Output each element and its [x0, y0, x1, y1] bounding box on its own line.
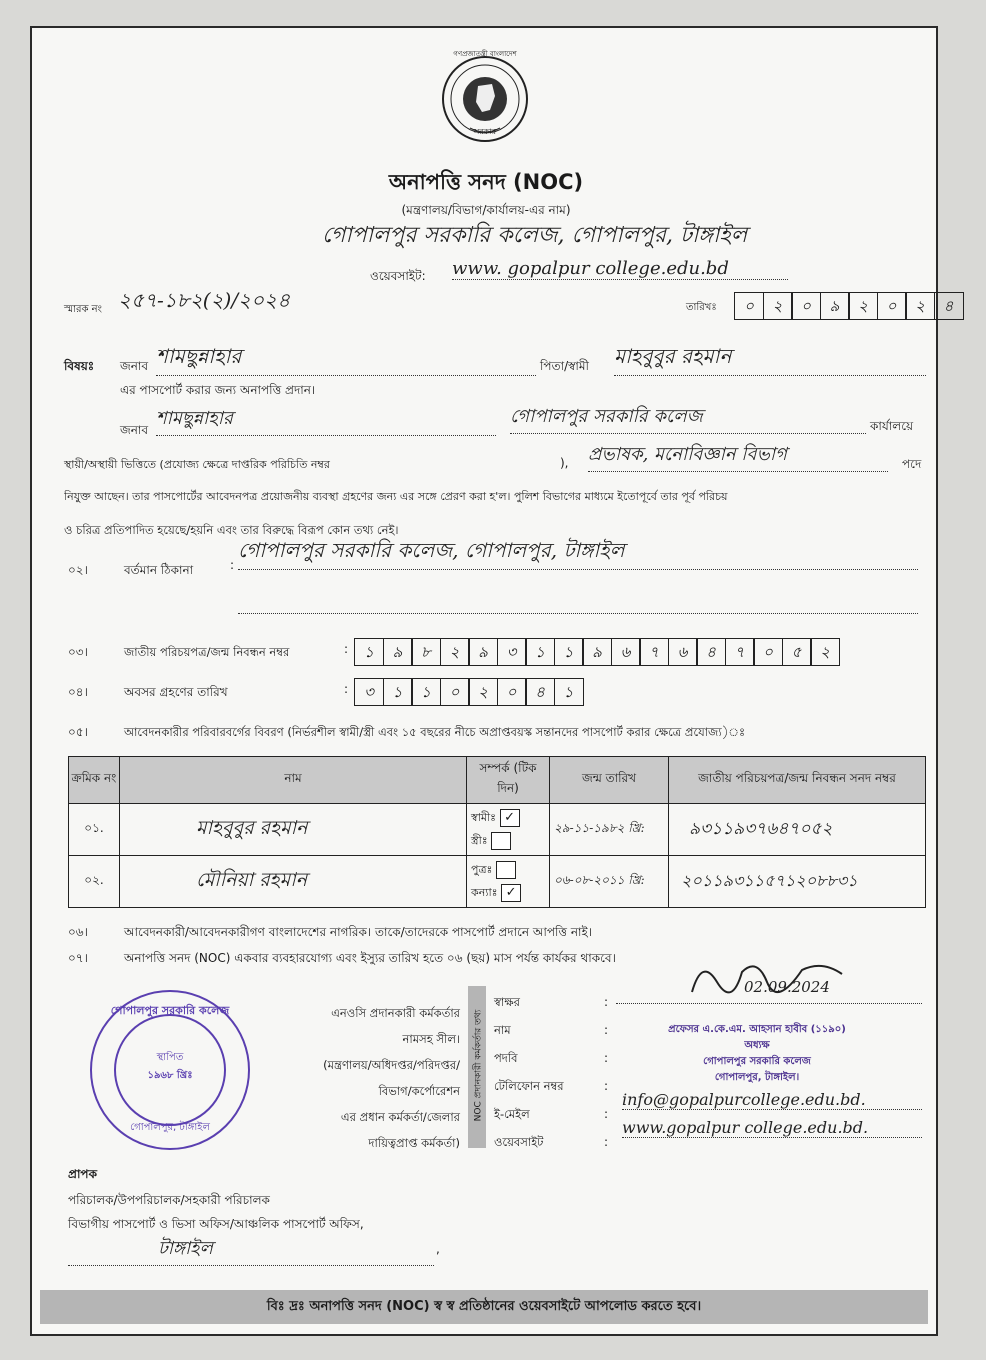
- website-value: www. gopalpur college.edu.bd: [452, 258, 788, 280]
- government-emblem: [440, 50, 530, 144]
- th-serial: ক্রমিক নং: [69, 757, 120, 804]
- table-row: [69, 856, 926, 908]
- father-name: মাহবুবুর রহমান: [614, 342, 926, 376]
- item5-num: ০৫।: [68, 725, 88, 739]
- digit-box: ১: [554, 638, 584, 666]
- colon: :: [604, 1107, 609, 1121]
- item2-num: ০২।: [68, 563, 88, 577]
- row-serial: ০১.: [69, 804, 120, 856]
- sig-fields: [494, 988, 564, 1156]
- family-table: [68, 756, 926, 908]
- website-label: ওয়েবসাইট:: [370, 269, 426, 283]
- digit-box: ১: [354, 638, 384, 666]
- digit-box: ০: [791, 292, 821, 320]
- sig-left-line: এর প্রধান কর্মকর্তা/জেলার: [340, 1110, 460, 1124]
- table-row: [69, 804, 926, 856]
- digit-box: ২: [763, 292, 793, 320]
- office-name: গোপালপুর সরকারি কলেজ, গোপালপুর, টাঙ্গাইল: [322, 223, 748, 248]
- digit-box: ২: [905, 292, 935, 320]
- digit-box: ৯: [582, 638, 612, 666]
- item7-num: ০৭।: [68, 951, 88, 965]
- digit-box: ২: [848, 292, 878, 320]
- footer-note: বিঃ দ্রঃ অনাপত্তি সনদ (NOC) স্ব স্ব প্রতিষ্ঠানের ওয়েবসাইটে আপলোড করতে হবে।: [40, 1290, 928, 1324]
- row-serial: ০২.: [69, 856, 120, 908]
- field-email-label: ই-মেইল: [494, 1107, 530, 1121]
- digit-box: ৯: [383, 638, 413, 666]
- colon: :: [604, 1023, 609, 1037]
- recipient-comma: ,: [436, 1242, 440, 1256]
- field-name-label: নাম: [494, 1023, 511, 1037]
- relation-1-checkbox[interactable]: [496, 861, 516, 879]
- colon: :: [604, 1051, 609, 1065]
- row-name: মৌনিয়া রহমান: [120, 856, 467, 908]
- vertical-label: NOC প্রদানকারী কর্মকর্তার তথ্য: [473, 1009, 484, 1122]
- subject-label: বিষয়ঃ: [64, 359, 95, 373]
- sig-left-line: দায়িত্বপ্রাপ্ত কর্মকর্তা): [368, 1136, 460, 1150]
- th-name: নাম: [120, 757, 467, 804]
- digit-box: ৯: [820, 292, 850, 320]
- digit-box: ৪: [934, 292, 964, 320]
- relation-1: [471, 809, 545, 828]
- subject-janab: জনাব: [120, 359, 149, 373]
- digit-box: ৬: [611, 638, 641, 666]
- digit-box: ৮: [411, 638, 441, 666]
- digit-box: ০: [497, 678, 527, 706]
- relation-2: [471, 884, 545, 903]
- item2-label: বর্তমান ঠিকানা: [124, 563, 194, 577]
- page-title: অনাপত্তি সনদ (NOC): [388, 170, 584, 194]
- item5-label: আবেদনকারীর পরিবারবর্গের বিবরণ (নির্ভরশীল স্বামী/স্ত্রী এবং ১৫ বছরের নীচে অপ্রাপ্তবয়স্ক সন্তানদের পাসপোর্ট করার ক্ষেত্রে প্রযোজ্য)ঃ: [124, 725, 746, 739]
- item3-label: জাতীয় পরিচয়পত্র/জন্ম নিবন্ধন নম্বর: [124, 645, 290, 659]
- relation-1-label: স্বামীঃ: [471, 810, 497, 824]
- recipient-place: টাঙ্গাইল: [68, 1234, 434, 1266]
- recipient-line2: বিভাগীয় পাসপোর্ট ও ভিসা অফিস/আঞ্চলিক পাসপোর্ট অফিস,: [68, 1217, 364, 1231]
- designation: প্রভাষক, মনোবিজ্ঞান বিভাগ: [588, 440, 888, 472]
- seal-bottom-text: গোপালপুর, টাঙ্গাইল: [130, 1122, 210, 1133]
- digit-box: ৪: [696, 638, 726, 666]
- designation-suffix: পদে: [902, 457, 922, 471]
- row-name: মাহবুবুর রহমান: [120, 804, 467, 856]
- relation-2-checkbox[interactable]: ✓: [501, 884, 521, 902]
- field-signature-label: স্বাক্ষর: [494, 995, 520, 1009]
- digit-box: ৩: [497, 638, 527, 666]
- digit-box: ৭: [725, 638, 755, 666]
- digit-box: ০: [753, 638, 783, 666]
- digit-box: ১: [554, 678, 584, 706]
- sig-left-line: এনওসি প্রদানকারী কর্মকর্তার: [331, 1006, 460, 1020]
- date-label: তারিখঃ: [686, 302, 717, 313]
- item4-num: ০৪।: [68, 685, 88, 699]
- digit-box: ২: [440, 638, 470, 666]
- email-value: info@gopalpurcollege.edu.bd.: [622, 1090, 922, 1110]
- sig-colons: [604, 988, 608, 1156]
- sig-left-line: বিভাগ/কর্পোরেশন: [378, 1084, 460, 1098]
- row-dob: ০৬-০৮-২০১১ খ্রি:: [550, 856, 669, 908]
- row-dob: ২৯-১১-১৯৮২ খ্রি:: [550, 804, 669, 856]
- digit-box: ০: [734, 292, 764, 320]
- noc-document: [30, 26, 954, 1336]
- body-office: গোপালপুর সরকারি কলেজ: [510, 402, 866, 434]
- relation-2-checkbox[interactable]: [491, 832, 511, 850]
- row-nid: ২০১১৯৩১১৫৭১২০৮৮৩১: [669, 856, 926, 908]
- digit-box: ৩: [354, 678, 384, 706]
- digit-box: ৯: [468, 638, 498, 666]
- row-nid: ৯৩১১৯৩৭৬৪৭০৫২: [669, 804, 926, 856]
- digit-box: ৬: [668, 638, 698, 666]
- status-close: ),: [560, 456, 569, 470]
- retirement-boxes: [354, 678, 582, 706]
- digit-box: ৭: [639, 638, 669, 666]
- emblem-top-text: গণপ্রজাতন্ত্রী বাংলাদেশ: [453, 50, 517, 58]
- th-nid: জাতীয় পরিচয়পত্র/জন্ম নিবন্ধন সনদ নম্বর: [669, 757, 926, 804]
- body-janab: জনাব: [120, 423, 149, 437]
- relation-2-label: কন্যাঃ: [471, 885, 498, 899]
- father-label: পিতা/স্বামী: [540, 359, 589, 373]
- digit-box: ২: [468, 678, 498, 706]
- status-line: স্থায়ী/অস্থায়ী ভিত্তিতে (প্রযোজ্য ক্ষেত্রে দাপ্তরিক পরিচিতি নম্বর: [64, 458, 330, 471]
- item4-colon: :: [344, 682, 349, 696]
- relation-2: [471, 832, 545, 851]
- item6-num: ০৬।: [68, 925, 88, 939]
- memo-label: স্মারক নং: [64, 304, 102, 315]
- item3-colon: :: [344, 642, 349, 656]
- subject-purpose: এর পাসপোর্ট করার জন্য অনাপত্তি প্রদান।: [120, 383, 316, 397]
- body-para2: ও চরিত্র প্রতিপাদিত হয়েছে/হয়নি এবং তার বিরুদ্ধে বিরূপ কোন তথ্য নেই।: [64, 523, 399, 537]
- digit-box: ১: [383, 678, 413, 706]
- item2-colon: :: [230, 558, 235, 572]
- relation-1-checkbox[interactable]: ✓: [500, 809, 520, 827]
- th-relation: সম্পর্ক (টিক দিন): [467, 757, 550, 804]
- digit-box: ৫: [782, 638, 812, 666]
- recipient-label: প্রাপক: [68, 1167, 97, 1181]
- memo-value: ২৫৭-১৮২(২)/২০২৪: [118, 288, 291, 312]
- stamp-name: প্রফেসর এ.কে.এম. আহসান হাবীব (১১৯০): [668, 1024, 846, 1035]
- stamp-org: গোপালপুর সরকারি কলেজ: [703, 1056, 811, 1067]
- seal-outer-text: গোপালপুর সরকারি কলেজ: [110, 1004, 230, 1017]
- digit-box: ৪: [525, 678, 555, 706]
- sig-left-text: [282, 1000, 460, 1156]
- address-value: গোপালপুর সরকারি কলেজ, গোপালপুর, টাঙ্গাইল: [238, 536, 918, 570]
- digit-box: ২: [810, 638, 840, 666]
- row-relation: [467, 856, 550, 908]
- colon: :: [604, 1079, 609, 1093]
- th-dob: জন্ম তারিখ: [550, 757, 669, 804]
- recipient-line1: পরিচালক/উপপরিচালক/সহকারী পরিচালক: [68, 1193, 270, 1207]
- stamp-title: অধ্যক্ষ: [744, 1040, 770, 1051]
- row-relation: [467, 804, 550, 856]
- body-name: শামছুন্নাহার: [156, 404, 496, 436]
- seal-inner-text2: ১৯৬৮ খ্রিঃ: [147, 1070, 193, 1081]
- subject-name: শামছুন্নাহার: [156, 342, 536, 376]
- body-para1: নিযুক্ত আছেন। তার পাসপোর্টের আবেদনপত্র প্রয়োজনীয় ব্যবস্থা গ্রহণের জন্য এর সঙ্গে প্রেরণ করা হ'ল। পুলিশ বিভাগের মাধ্যমে ইতোপূর্বে তার পূর্ব পরিচয়: [64, 490, 728, 503]
- seal-inner-text1: স্থাপিত: [156, 1052, 184, 1063]
- digit-box: ০: [440, 678, 470, 706]
- office-suffix: কার্যালয়ে: [870, 419, 914, 433]
- item3-num: ০৩।: [68, 645, 88, 659]
- page-subtitle: (মন্ত্রণালয়/বিভাগ/কার্যালয়-এর নাম): [401, 203, 571, 217]
- relation-1-label: পুত্রঃ: [471, 862, 493, 876]
- digit-box: ১: [525, 638, 555, 666]
- sig-left-line: (মন্ত্রণালয়/অধিদপ্তর/পরিদপ্তর/: [323, 1058, 460, 1072]
- sig-left-line: নামসহ সীল।: [402, 1032, 460, 1046]
- signature-line: [616, 1002, 922, 1004]
- colon: :: [604, 1135, 609, 1149]
- field-designation-label: পদবি: [494, 1051, 518, 1065]
- name-stamp: [622, 1022, 892, 1086]
- item6-label: আবেদনকারী/আবেদনকারীগণ বাংলাদেশের নাগরিক। তাকে/তাদেরকে পাসপোর্ট প্রদানে আপত্তি নাই।: [124, 925, 593, 939]
- address-line2: [238, 612, 918, 614]
- vertical-label-bar: [468, 986, 486, 1148]
- website-sig-value: www.gopalpur college.edu.bd.: [622, 1118, 922, 1138]
- institution-seal: [90, 990, 250, 1150]
- field-website-label: ওয়েবসাইট: [494, 1135, 544, 1149]
- item7-label: অনাপত্তি সনদ (NOC) একবার ব্যবহারযোগ্য এবং ইস্যুর তারিখ হতে ০৬ (ছয়) মাস পর্যন্ত কার্যকর থাকবে।: [124, 951, 616, 965]
- relation-1: [471, 861, 545, 880]
- stamp-place: গোপালপুর, টাঙ্গাইল।: [714, 1072, 800, 1083]
- digit-box: ০: [877, 292, 907, 320]
- emblem-bottom-text: সরকার: [473, 127, 496, 136]
- nid-boxes: [354, 638, 839, 666]
- signed-date: 02.09.2024: [744, 978, 830, 996]
- date-boxes: [734, 292, 962, 320]
- digit-box: ১: [411, 678, 441, 706]
- relation-2-label: স্ত্রীঃ: [471, 833, 488, 847]
- colon: :: [604, 995, 609, 1009]
- field-phone-label: টেলিফোন নম্বর: [494, 1079, 564, 1093]
- item4-label: অবসর গ্রহণের তারিখ: [124, 685, 228, 699]
- table-header-row: [69, 757, 926, 804]
